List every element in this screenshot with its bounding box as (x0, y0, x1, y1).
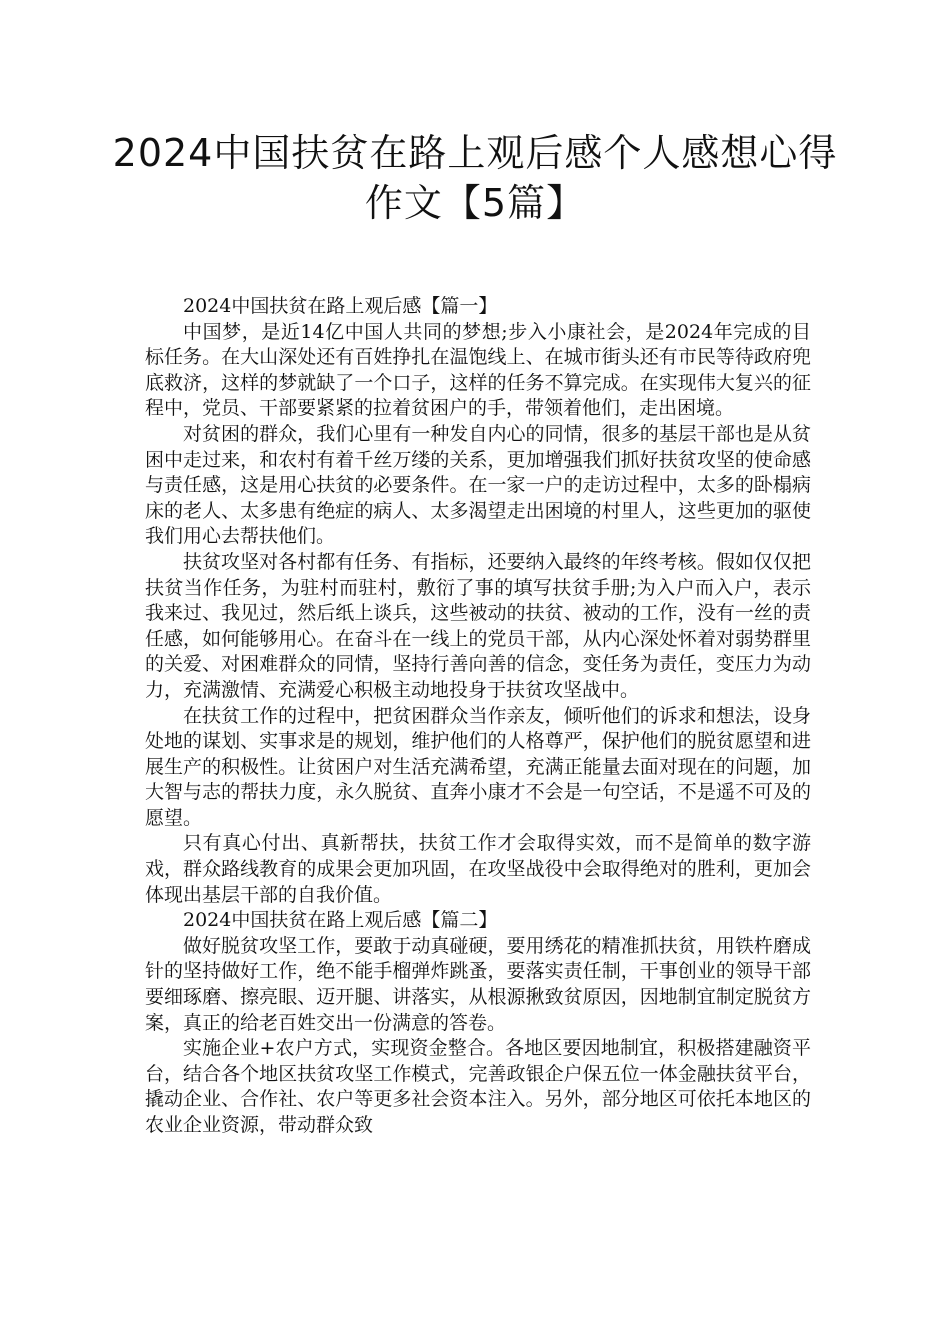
section-heading: 2024中国扶贫在路上观后感【篇一】 (183, 295, 498, 317)
body-paragraph: 中国梦，是近14亿中国人共同的梦想;步入小康社会，是2024年完成的目标任务。在大山深处还有百姓挣扎在温饱线上、在城市街头还有市民等待政府兜底救济，这样的梦就缺了一个口子，这样的任务不算完成。在实现伟大复兴的征程中，党员、干部要紧紧的拉着贫困户的手，带领着他们，走出困境。 (145, 320, 811, 420)
section-heading: 2024中国扶贫在路上观后感【篇二】 (183, 909, 498, 932)
document-title: 2024中国扶贫在路上观后感个人感想心得作文【5篇】 (112, 131, 838, 225)
body-paragraph: 只有真心付出、真新帮扶，扶贫工作才会取得实效，而不是简单的数字游戏，群众路线教育的成果会更加巩固，在攻坚战役中会取得绝对的胜利，更加会体现出基层干部的自我价值。 (145, 832, 811, 906)
body-paragraph: 扶贫攻坚对各村都有任务、有指标，还要纳入最终的年终考核。假如仅仅把扶贫当作任务，为驻村而驻村，敷衍了事的填写扶贫手册;为入户而入户，表示我来过、我见过，然后纸上谈兵，这些被动的扶贫、被动的工作，没有一丝的责任感，如何能够用心。在奋斗在一线上的党员干部，从内心深处怀着对弱势群里的关爱、对困难群众的同情，坚持行善向善的信念，变任务为责任，变压力为动力，充满激情、充满爱心积极主动地投身于扶贫攻坚战中。 (145, 550, 811, 701)
body-paragraph: 实施企业+农户方式，实现资金整合。各地区要因地制宜，积极搭建融资平台，结合各个地区扶贫攻坚工作模式，完善政银企户保五位一体金融扶贫平台，撬动企业、合作社、农户等更多社会资本注入。另外，部分地区可依托本地区的农业企业资源，带动群众致 (145, 1037, 811, 1136)
body-paragraph: 在扶贫工作的过程中，把贫困群众当作亲友，倾听他们的诉求和想法，设身处地的谋划、实事求是的规划，维护他们的人格尊严，保护他们的脱贫愿望和进展生产的积极性。让贫困户对生活充满希望，充满正能量去面对现在的问题，加大智与志的帮扶力度，永久脱贫、直奔小康才不会是一句空话，不是遥不可及的愿望。 (145, 704, 811, 829)
document-body (145, 294, 811, 1139)
body-paragraph: 做好脱贫攻坚工作，要敢于动真碰硬，要用绣花的精准抓扶贫，用铁杵磨成针的坚持做好工作，绝不能手榴弹炸跳蚤，要落实责任制，干事创业的领导干部要细琢磨、擦亮眼、迈开腿、讲落实，从根源揪致贫原因，因地制宜制定脱贫方案，真正的给老百姓交出一份满意的答卷。 (145, 934, 811, 1034)
body-paragraph: 对贫困的群众，我们心里有一种发自内心的同情，很多的基层干部也是从贫困中走过来，和农村有着千丝万缕的关系，更加增强我们抓好扶贫攻坚的使命感与责任感，这是用心扶贫的必要条件。在一家一户的走访过程中，太多的卧榻病床的老人、太多患有绝症的病人、太多渴望走出困境的村里人，这些更加的驱使我们用心去帮扶他们。 (145, 422, 811, 548)
